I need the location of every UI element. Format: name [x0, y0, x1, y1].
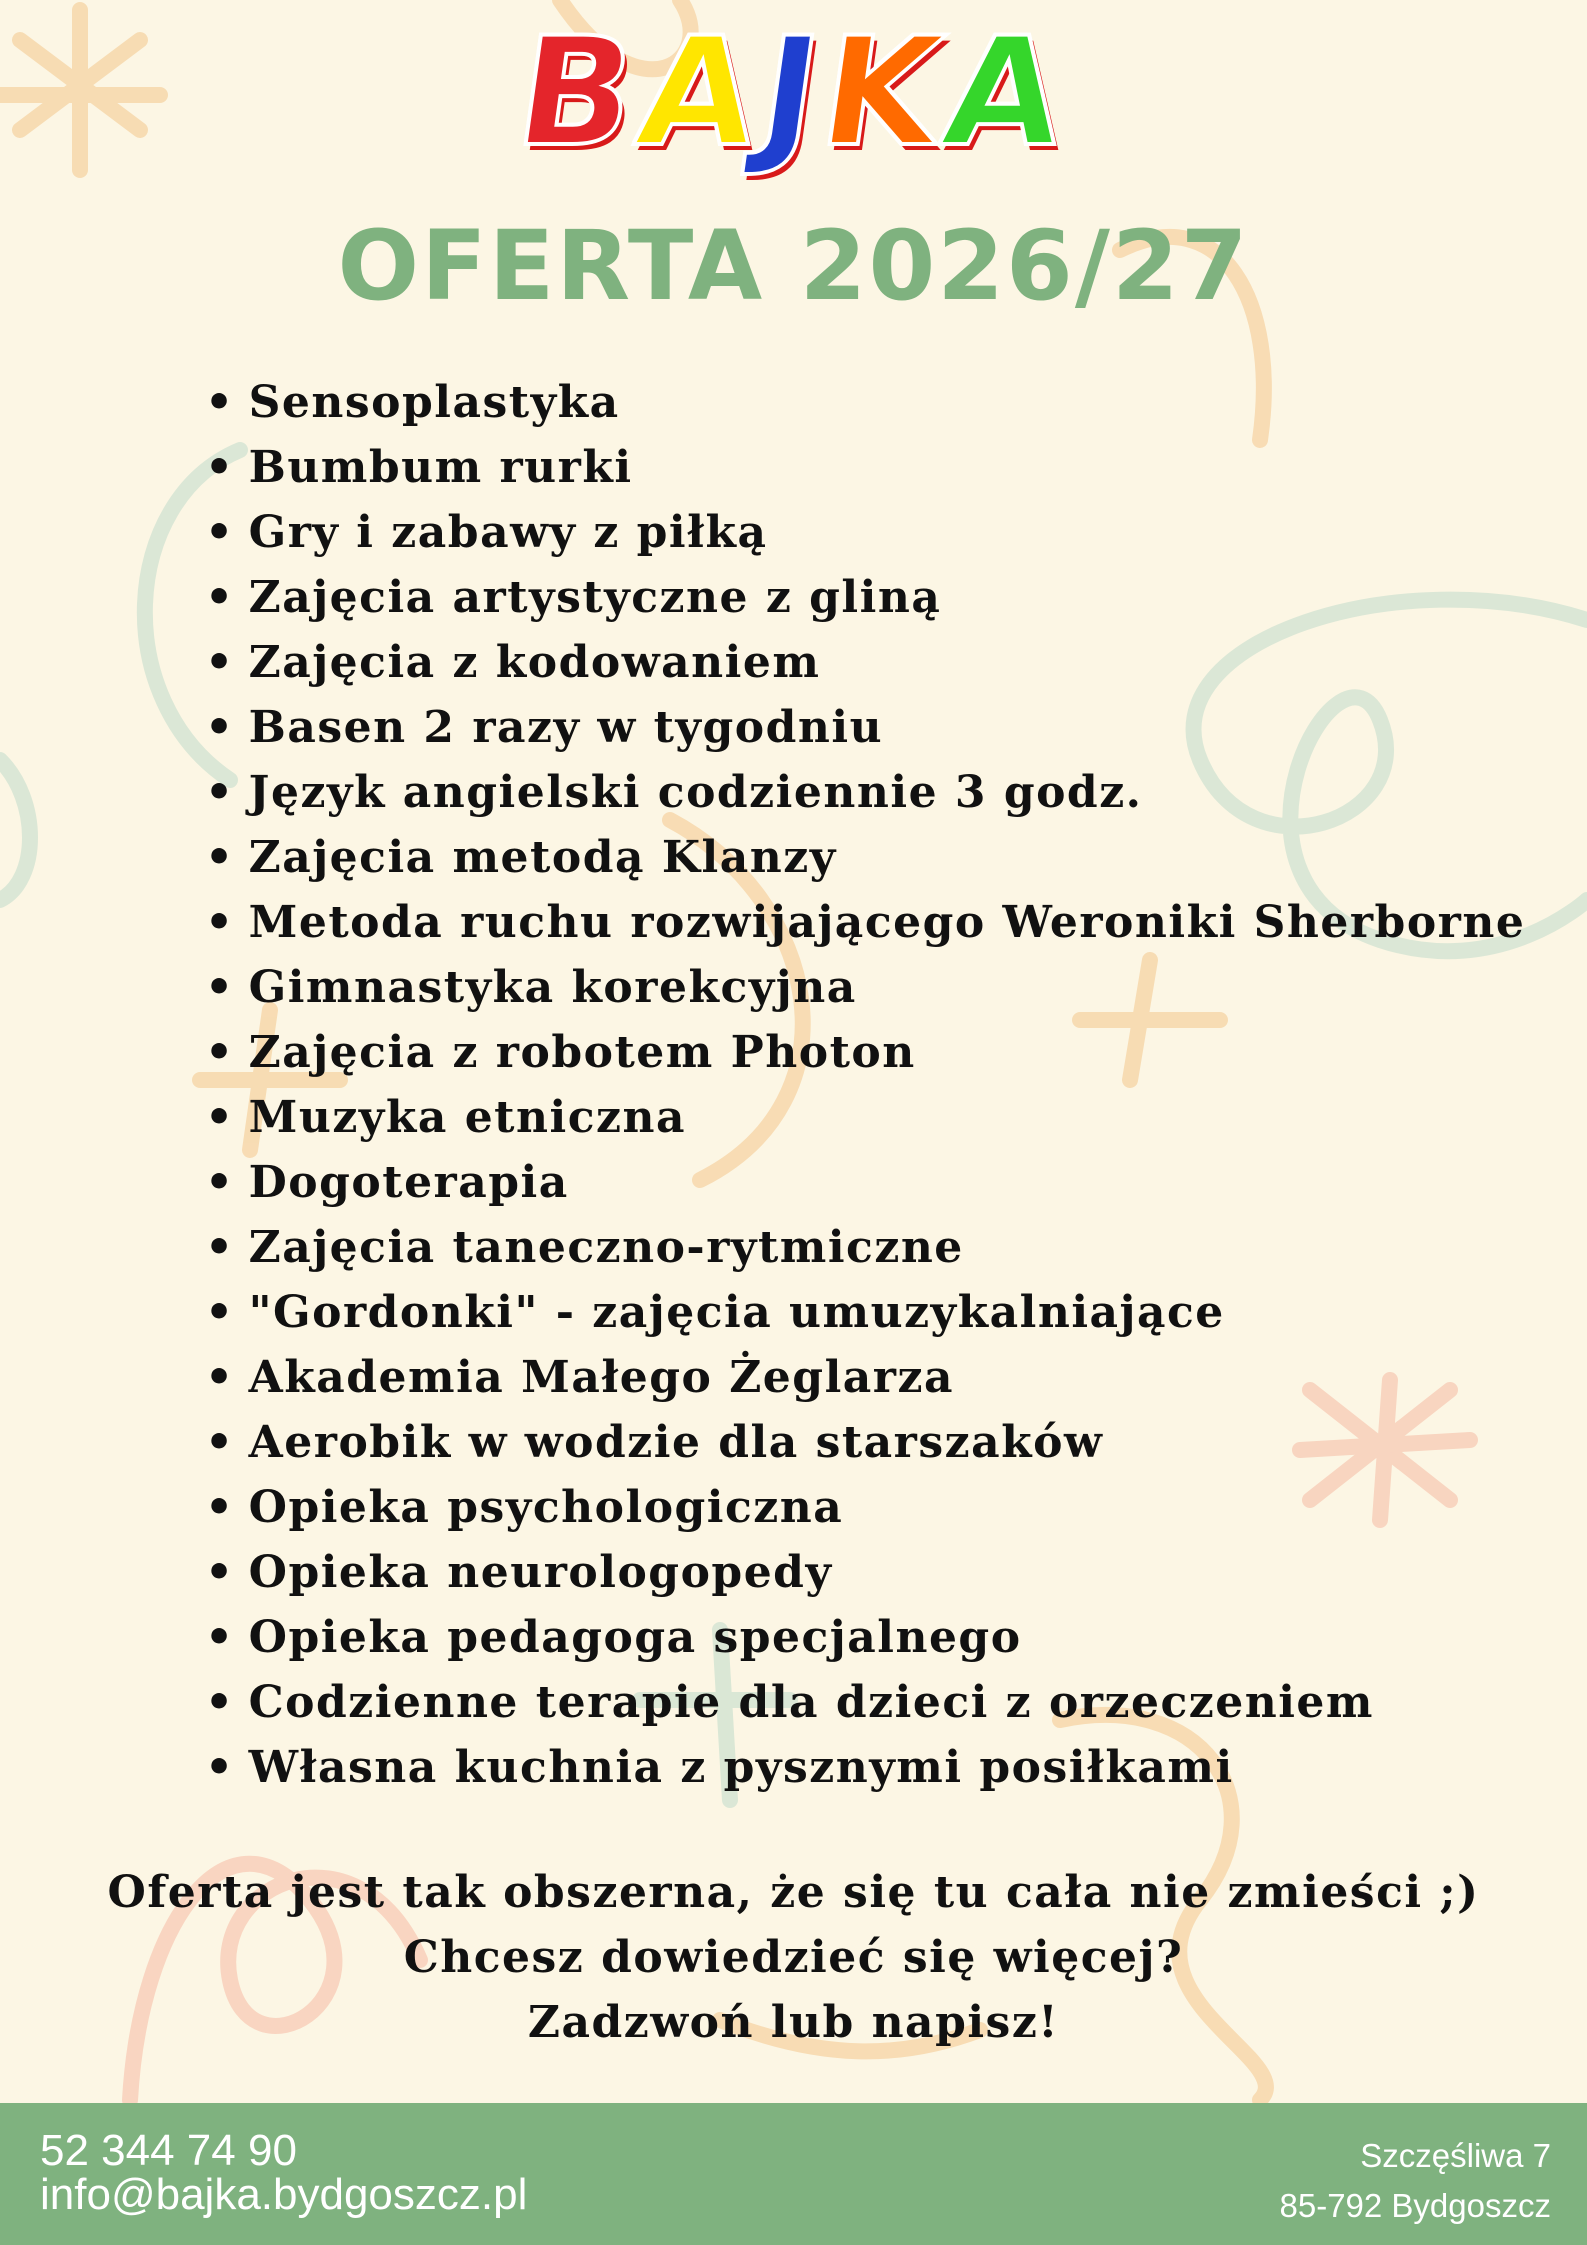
list-item: • Zajęcia z kodowaniem — [205, 630, 1525, 695]
list-item: • Gry i zabawy z piłką — [205, 500, 1525, 565]
contact-info — [40, 2126, 528, 2219]
logo-letter: B — [506, 6, 652, 180]
closing-line: Zadzwoń lub napisz! — [527, 1997, 1060, 2048]
page-title: OFERTA 2026/27 — [337, 210, 1250, 322]
logo-letter: A — [933, 6, 1081, 180]
list-item: • Sensoplastyka — [205, 370, 1525, 435]
logo-letter: J — [749, 6, 836, 180]
list-item: • Zajęcia taneczno-rytmiczne — [205, 1215, 1525, 1280]
closing-line: Oferta jest tak obszerna, że się tu cała nie zmieści ;) — [107, 1867, 1480, 1918]
list-item: • Aerobik w wodzie dla starszaków — [205, 1410, 1525, 1475]
list-item: • Opieka psychologiczna — [205, 1475, 1525, 1540]
list-item: • Zajęcia artystyczne z gliną — [205, 565, 1525, 630]
phone-number[interactable]: 52 344 74 90 — [40, 2126, 297, 2175]
list-item: • Bumbum rurki — [205, 435, 1525, 500]
list-item: • Codzienne terapie dla dzieci z orzeczeniem — [205, 1670, 1525, 1735]
city-address: 85-792 Bydgoszcz — [1279, 2187, 1551, 2224]
list-item: • Muzyka etniczna — [205, 1085, 1525, 1150]
list-item: • Opieka pedagoga specjalnego — [205, 1605, 1525, 1670]
street-address: Szczęśliwa 7 — [1360, 2137, 1551, 2174]
logo-letter: K — [811, 6, 958, 180]
list-item: • Akademia Małego Żeglarza — [205, 1345, 1525, 1410]
list-item: • Metoda ruchu rozwijającego Weroniki Sherborne — [205, 890, 1525, 955]
address-block — [1280, 2131, 1552, 2231]
list-item: • Język angielski codziennie 3 godz. — [205, 760, 1525, 825]
footer-bar — [0, 2103, 1587, 2245]
list-item: • Zajęcia metodą Klanzy — [205, 825, 1525, 890]
closing-line: Chcesz dowiedzieć się więcej? — [403, 1932, 1184, 1983]
closing-message — [0, 1860, 1587, 2055]
list-item: • Dogoterapia — [205, 1150, 1525, 1215]
list-item: • Opieka neurologopedy — [205, 1540, 1525, 1605]
arc-left-edge — [0, 760, 30, 900]
brand-logo — [0, 6, 1587, 180]
logo-letter: A — [627, 6, 774, 180]
list-item: • Zajęcia z robotem Photon — [205, 1020, 1525, 1085]
list-item: • Własna kuchnia z pysznymi posiłkami — [205, 1735, 1525, 1800]
email-address[interactable]: info@bajka.bydgoszcz.pl — [40, 2170, 528, 2219]
list-item: • "Gordonki" - zajęcia umuzykalniające — [205, 1280, 1525, 1345]
list-item: • Basen 2 razy w tygodniu — [205, 695, 1525, 760]
offer-list — [205, 370, 1525, 1800]
list-item: • Gimnastyka korekcyjna — [205, 955, 1525, 1020]
